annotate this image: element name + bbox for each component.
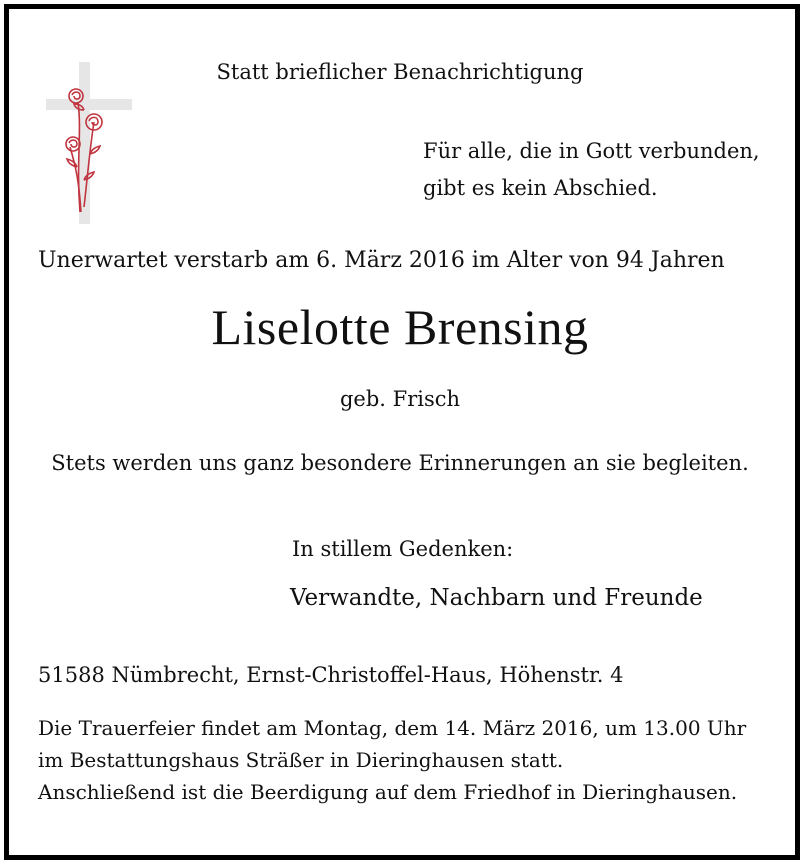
motto [423,133,760,207]
funeral-details [38,712,746,808]
cross-with-roses-icon [46,62,136,227]
motto-line: gibt es kein Abschied. [423,176,658,200]
funeral-line: Anschließend ist die Beerdigung auf dem Friedhof in Dieringhausen. [38,780,738,804]
deceased-name: Liselotte Brensing [211,299,589,355]
funeral-line: Die Trauerfeier findet am Montag, dem 14. März 2016, um 13.00 Uhr [38,716,747,740]
mourning-label: In stillem Gedenken: [292,537,514,561]
notice-header: Statt brieflicher Benachrichtigung [216,60,584,84]
motto-line: Für alle, die in Gott verbunden, [423,139,760,163]
birth-name: geb. Frisch [339,387,461,411]
address: 51588 Nümbrecht, Ernst-Christoffel-Haus, Höhenstr. 4 [38,663,624,687]
memories-text: Stets werden uns ganz besondere Erinnerungen an sie begleiten. [51,451,749,475]
mourners: Verwandte, Nachbarn und Freunde [290,585,703,611]
death-announcement: Unerwartet verstarb am 6. März 2016 im Alter von 94 Jahren [38,248,725,273]
funeral-line: im Bestattungshaus Sträßer in Dieringhausen statt. [38,748,564,772]
